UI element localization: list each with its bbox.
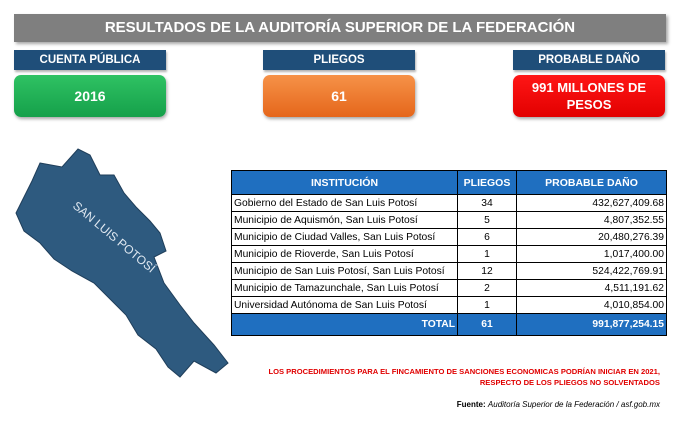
col-probable-dano: PROBABLE DAÑO <box>517 171 667 195</box>
pliegos-card <box>263 50 415 117</box>
probable-dano-value: 991 MILLONES DE PESOS <box>513 75 665 117</box>
total-label: TOTAL <box>232 314 458 336</box>
cell-pliegos: 2 <box>458 280 517 297</box>
table-row <box>232 297 667 314</box>
cell-pliegos: 6 <box>458 229 517 246</box>
total-pliegos: 61 <box>458 314 517 336</box>
pliegos-label: PLIEGOS <box>263 50 415 70</box>
cell-dano: 4,511,191.62 <box>517 280 667 297</box>
cuenta-publica-value: 2016 <box>14 75 166 117</box>
cell-institucion: Municipio de Tamazunchale, San Luis Potosí <box>232 280 458 297</box>
col-pliegos: PLIEGOS <box>458 171 517 195</box>
cell-pliegos: 5 <box>458 212 517 229</box>
state-shape <box>16 149 228 377</box>
cell-institucion: Universidad Autónoma de San Luis Potosí <box>232 297 458 314</box>
cell-dano: 4,010,854.00 <box>517 297 667 314</box>
table-total-row <box>232 314 667 336</box>
probable-dano-label: PROBABLE DAÑO <box>513 50 665 70</box>
pliegos-value: 61 <box>263 75 415 117</box>
cell-pliegos: 12 <box>458 263 517 280</box>
note-line-1: LOS PROCEDIMIENTOS PARA EL FINCAMIENTO DE SANCIONES ECONOMICAS PODRÍAN INICIAR EN 2021, <box>268 367 660 376</box>
cuenta-publica-card <box>14 50 166 117</box>
sanctions-note <box>180 366 660 388</box>
note-line-2: RESPECTO DE LOS PLIEGOS NO SOLVENTADOS <box>479 378 660 387</box>
cuenta-publica-label: CUENTA PÚBLICA <box>14 50 166 70</box>
results-table <box>231 170 667 336</box>
cell-institucion: Municipio de Ciudad Valles, San Luis Potosí <box>232 229 458 246</box>
cell-pliegos: 1 <box>458 246 517 263</box>
cell-dano: 1,017,400.00 <box>517 246 667 263</box>
table-row <box>232 212 667 229</box>
cell-dano: 432,627,409.68 <box>517 195 667 212</box>
total-dano: 991,877,254.15 <box>517 314 667 336</box>
source-label: Fuente: <box>456 400 486 409</box>
map-state-label: SAN LUIS POTOSÍ <box>70 198 159 276</box>
source-credit <box>300 400 660 409</box>
cell-pliegos: 34 <box>458 195 517 212</box>
table-row <box>232 229 667 246</box>
probable-dano-card <box>513 50 665 117</box>
cell-institucion: Municipio de Rioverde, San Luis Potosí <box>232 246 458 263</box>
cell-dano: 20,480,276.39 <box>517 229 667 246</box>
cell-institucion: Municipio de Aquismón, San Luis Potosí <box>232 212 458 229</box>
table-row <box>232 263 667 280</box>
page-title: RESULTADOS DE LA AUDITORÍA SUPERIOR DE LA FEDERACIÓN <box>14 14 666 42</box>
cell-institucion: Municipio de San Luis Potosí, San Luis Potosí <box>232 263 458 280</box>
cell-dano: 4,807,352.55 <box>517 212 667 229</box>
col-institucion: INSTITUCIÓN <box>232 171 458 195</box>
cell-pliegos: 1 <box>458 297 517 314</box>
table-row <box>232 280 667 297</box>
cell-dano: 524,422,769.91 <box>517 263 667 280</box>
table-row <box>232 195 667 212</box>
table-row <box>232 246 667 263</box>
cell-institucion: Gobierno del Estado de San Luis Potosí <box>232 195 458 212</box>
source-text: Auditoría Superior de la Federación / asf.gob.mx <box>487 400 660 409</box>
table-header-row <box>232 171 667 195</box>
san-luis-potosi-map <box>10 145 232 385</box>
